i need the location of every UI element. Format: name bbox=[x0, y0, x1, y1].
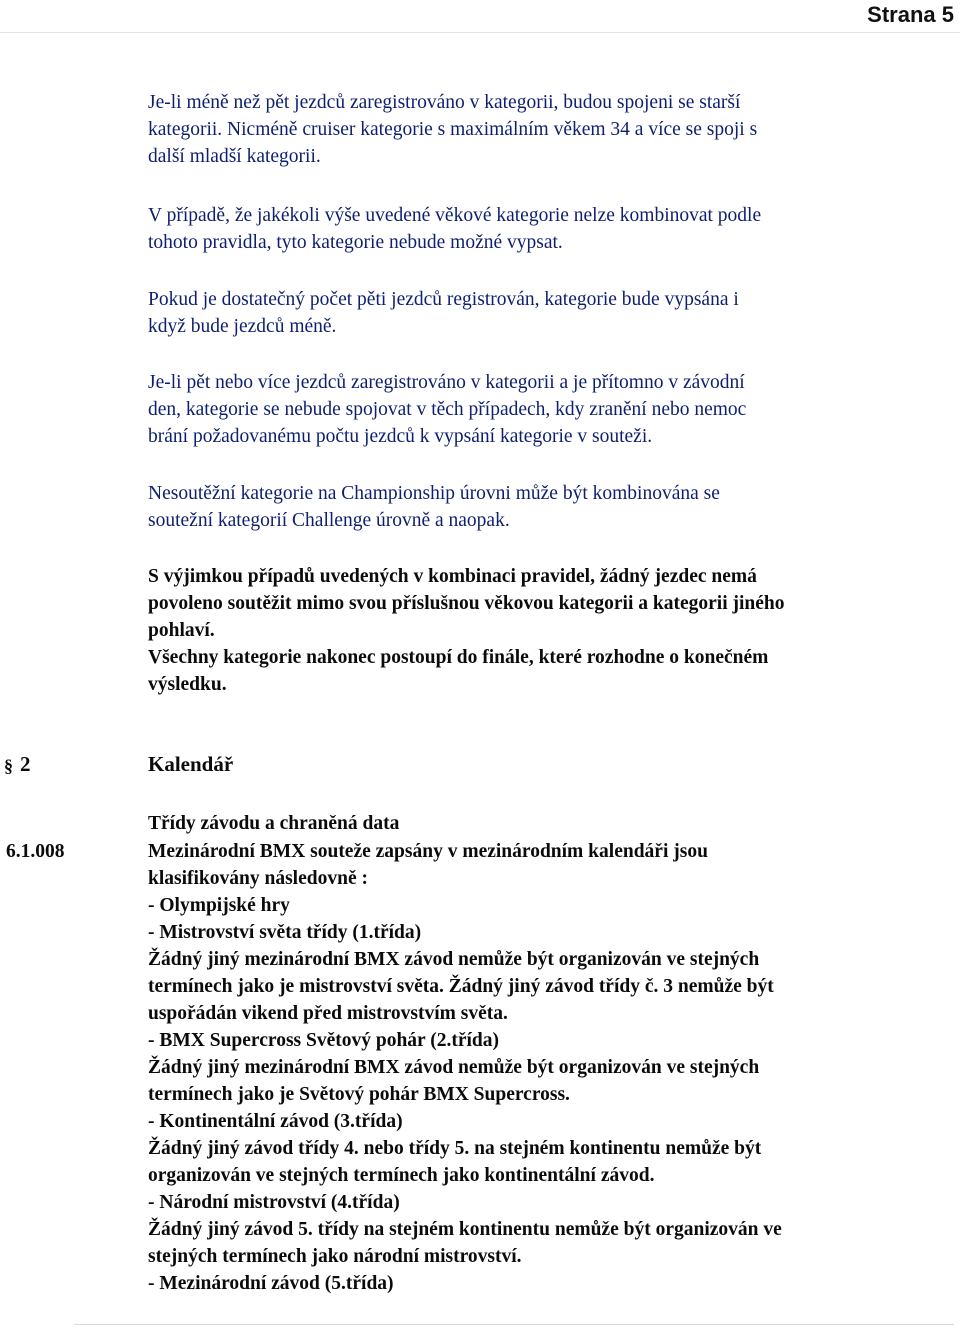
text-line: kategorii. Nicméně cruiser kategorie s maximálním věkem 34 a více se spoji s bbox=[148, 119, 758, 140]
text-line: Všechny kategorie nakonec postoupí do finále, které rozhodne o konečném bbox=[148, 647, 769, 668]
text-line: Žádný jiný mezinárodní BMX závod nemůže být organizován ve stejných bbox=[148, 949, 760, 970]
section-title: Kalendář bbox=[148, 752, 234, 776]
text-line: - Mistrovství světa třídy (1.třída) bbox=[148, 922, 422, 943]
text-line: pohlaví. bbox=[148, 620, 215, 641]
text-line: - Mezinárodní závod (5.třída) bbox=[148, 1273, 394, 1294]
text-line: uspořádán vikend před mistrovstvím světa. bbox=[148, 1003, 508, 1024]
text-line: tohoto pravidla, tyto kategorie nebude možné vypsat. bbox=[148, 232, 563, 253]
subheading: Třídy závodu a chraněná data bbox=[148, 813, 400, 834]
paragraph-sufficient-riders bbox=[148, 286, 948, 340]
rule-body bbox=[148, 838, 948, 1297]
text-line: - Národní mistrovství (4.třída) bbox=[148, 1192, 400, 1213]
page-number-label: Strana 5 bbox=[867, 2, 954, 27]
section-heading bbox=[0, 752, 960, 782]
paragraph-cannot-combine bbox=[148, 202, 948, 256]
text-line: - BMX Supercross Světový pohár (2.třída) bbox=[148, 1030, 499, 1051]
text-line: Žádný jiný mezinárodní BMX závod nemůže být organizován ve stejných bbox=[148, 1057, 760, 1078]
text-line: Pokud je dostatečný počet pěti jezdců registrován, kategorie bude vypsána i bbox=[148, 289, 739, 310]
paragraph-exceptions bbox=[148, 563, 948, 698]
text-line: termínech jako je mistrovství světa. Žádný jiný závod třídy č. 3 nemůže být bbox=[148, 976, 774, 997]
paragraph-non-competitive bbox=[148, 480, 948, 534]
text-line: soutežní kategorií Challenge úrovně a naopak. bbox=[148, 510, 510, 531]
text-line: Žádný jiný závod třídy 4. nebo třídy 5. na stejném kontinentu nemůže být bbox=[148, 1138, 762, 1159]
text-line: Nesoutěžní kategorie na Championship úrovni může být kombinována se bbox=[148, 483, 720, 504]
text-line: Mezinárodní BMX souteže zapsány v mezinárodním kalendáři jsou bbox=[148, 841, 708, 862]
text-line: V případě, že jakékoli výše uvedené věkové kategorie nelze kombinovat podle bbox=[148, 205, 762, 226]
text-line: Je-li méně než pět jezdců zaregistrováno v kategorii, budou spojeni se starší bbox=[148, 92, 741, 113]
rule-id: 6.1.008 bbox=[6, 841, 65, 862]
text-line: den, kategorie se nebude spojovat v těch případech, kdy zranění nebo nemoc bbox=[148, 399, 747, 420]
text-line: termínech jako je Světový pohár BMX Supercross. bbox=[148, 1084, 570, 1105]
paragraph-merge-categories bbox=[148, 89, 948, 170]
text-line: organizován ve stejných termínech jako kontinentální závod. bbox=[148, 1165, 655, 1186]
text-line: povoleno soutěžit mimo svou příslušnou věkovou kategorii a kategorii jiného bbox=[148, 593, 785, 614]
section-number: 2 bbox=[20, 752, 31, 776]
text-line: stejných termínech jako národní mistrovství. bbox=[148, 1246, 522, 1267]
text-line: - Olympijské hry bbox=[148, 895, 290, 916]
text-line: - Kontinentální závod (3.třída) bbox=[148, 1111, 403, 1132]
text-line: klasifikovány následovně : bbox=[148, 868, 368, 889]
text-line: Žádný jiný závod 5. třídy na stejném kontinentu nemůže být organizován ve bbox=[148, 1219, 782, 1240]
paragraph-five-or-more bbox=[148, 369, 948, 450]
text-line: Je-li pět nebo více jezdců zaregistrováno v kategorii a je přítomno v závodní bbox=[148, 372, 745, 393]
text-line: S výjimkou případů uvedených v kombinaci pravidel, žádný jezdec nemá bbox=[148, 566, 757, 587]
footer-divider bbox=[74, 1324, 954, 1325]
text-line: když bude jezdců méně. bbox=[148, 316, 337, 337]
page-header bbox=[0, 0, 960, 33]
text-line: výsledku. bbox=[148, 674, 227, 695]
section-mark: § bbox=[4, 756, 13, 776]
text-line: další mladší kategorii. bbox=[148, 146, 321, 167]
text-line: brání požadovanému počtu jezdců k vypsání kategorie v souteži. bbox=[148, 426, 653, 447]
